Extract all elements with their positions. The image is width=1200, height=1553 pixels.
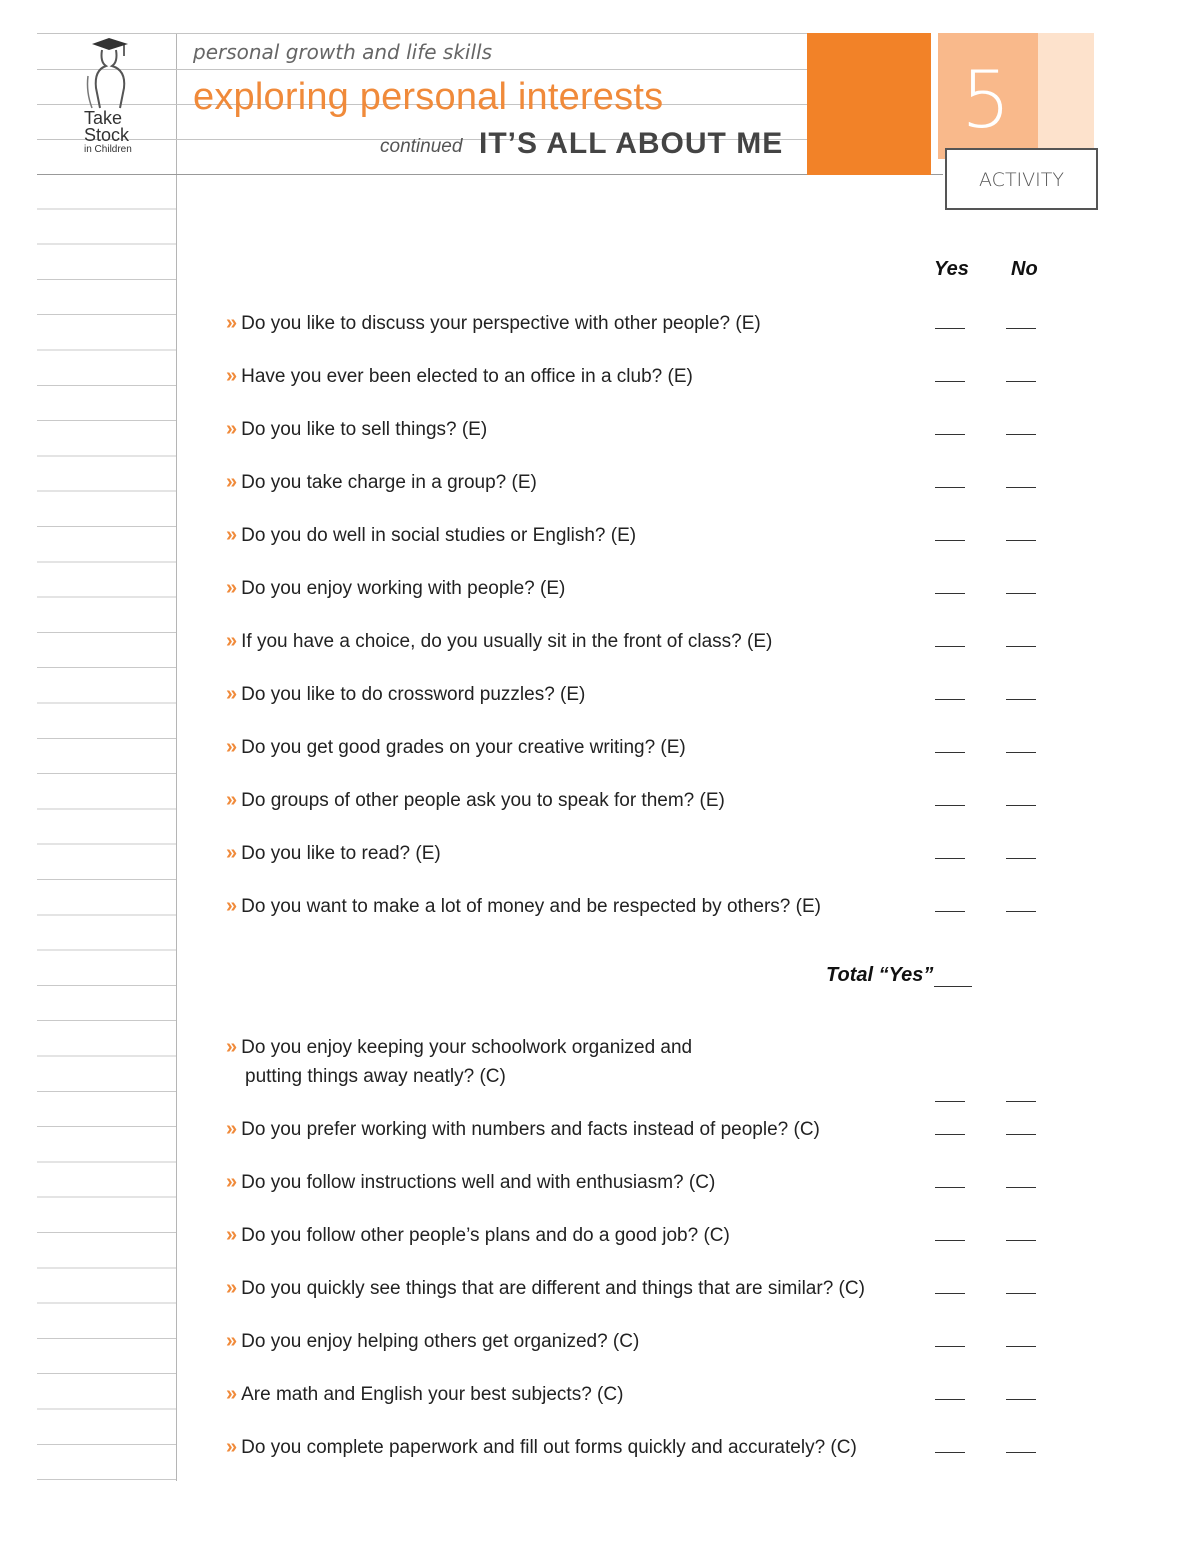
logo-line-take: Take [84,108,123,128]
yes-answer-blank[interactable] [935,1293,965,1294]
no-answer-blank[interactable] [1006,911,1036,912]
activity-number: 5 [961,56,1011,146]
lesson-title: exploring personal interests [193,76,664,118]
yes-answer-blank[interactable] [935,1134,965,1135]
yes-column-header: Yes [934,258,969,280]
chevron-bullet-icon: » [226,1118,238,1140]
question-item [226,1433,926,1462]
question-item [226,627,926,656]
question-item [226,574,926,603]
question-text: If you have a choice, do you usually sit in the front of class? (E) [241,631,773,652]
part-title: IT’S ALL ABOUT ME [479,127,784,160]
no-answer-blank[interactable] [1006,805,1036,806]
activity-label: ACTIVITY [979,169,1064,191]
chevron-bullet-icon: » [226,1171,238,1193]
question-text: Do you enjoy helping others get organized? (C) [241,1331,640,1352]
logo-line-stock: Stock [84,125,130,145]
no-answer-blank[interactable] [1006,1293,1036,1294]
yes-answer-blank[interactable] [935,487,965,488]
no-answer-blank[interactable] [1006,1346,1036,1347]
question-item [226,468,926,497]
question-text: Do you like to read? (E) [241,843,441,864]
question-item [226,1327,926,1356]
yes-answer-blank[interactable] [935,1452,965,1453]
yes-answer-blank[interactable] [935,328,965,329]
yes-answer-blank[interactable] [935,858,965,859]
question-text: Do you do well in social studies or English? (E) [241,525,637,546]
no-answer-blank[interactable] [1006,1134,1036,1135]
chevron-bullet-icon: » [226,630,238,652]
yes-answer-blank[interactable] [935,1399,965,1400]
question-text: Do you like to discuss your perspective with other people? (E) [241,313,761,334]
question-text: Do you complete paperwork and fill out forms quickly and accurately? (C) [241,1437,857,1458]
question-text: Do groups of other people ask you to speak for them? (E) [241,790,725,811]
question-text: Do you get good grades on your creative writing? (E) [241,737,686,758]
chevron-bullet-icon: » [226,736,238,758]
question-item [226,362,926,391]
total-yes-label: Total “Yes” [826,964,934,986]
no-column-header: No [1011,258,1038,280]
yes-answer-blank[interactable] [935,752,965,753]
chevron-bullet-icon: » [226,471,238,493]
subject-heading: personal growth and life skills [193,40,493,64]
continued-label: continued [380,136,463,157]
no-answer-blank[interactable] [1006,1240,1036,1241]
chevron-bullet-icon: » [226,365,238,387]
no-answer-blank[interactable] [1006,1452,1036,1453]
chevron-bullet-icon: » [226,1330,238,1352]
logo-wordmark [84,110,132,156]
total-yes-blank[interactable] [934,986,972,987]
no-answer-blank[interactable] [1006,540,1036,541]
question-text: Do you like to sell things? (E) [241,419,488,440]
logo-line-children: in Children [84,144,132,155]
no-answer-blank[interactable] [1006,434,1036,435]
accent-block-orange [807,33,931,175]
chevron-bullet-icon: » [226,842,238,864]
question-text: Do you follow instructions well and with enthusiasm? (C) [241,1172,716,1193]
question-item [226,415,926,444]
header-rule-1 [37,33,807,34]
no-answer-blank[interactable] [1006,1101,1036,1102]
chevron-bullet-icon: » [226,577,238,599]
yes-answer-blank[interactable] [935,1187,965,1188]
question-text: Do you want to make a lot of money and be respected by others? (E) [241,896,821,917]
question-item [226,733,926,762]
chevron-bullet-icon: » [226,1277,238,1299]
question-text: Do you like to do crossword puzzles? (E) [241,684,586,705]
chevron-bullet-icon: » [226,1224,238,1246]
question-text: Do you quickly see things that are different and things that are similar? (C) [241,1278,865,1299]
question-item [226,309,926,338]
question-item [226,1115,926,1144]
yes-answer-blank[interactable] [935,1346,965,1347]
no-answer-blank[interactable] [1006,858,1036,859]
chevron-bullet-icon: » [226,312,238,334]
yes-answer-blank[interactable] [935,593,965,594]
yes-answer-blank[interactable] [935,805,965,806]
question-text: Do you enjoy working with people? (E) [241,578,566,599]
chevron-bullet-icon: » [226,524,238,546]
question-text: Do you enjoy keeping your schoolwork organized and [241,1037,693,1058]
chevron-bullet-icon: » [226,1036,238,1058]
accent-block-light [1038,33,1094,159]
no-answer-blank[interactable] [1006,328,1036,329]
question-item [226,786,926,815]
no-answer-blank[interactable] [1006,1399,1036,1400]
question-item [226,892,926,921]
activity-box [945,148,1098,210]
graduate-figure-icon [72,36,152,116]
yes-answer-blank[interactable] [935,1240,965,1241]
yes-answer-blank[interactable] [935,381,965,382]
yes-answer-blank[interactable] [935,434,965,435]
question-text: Are math and English your best subjects? (C) [241,1384,624,1405]
header-rule-2 [37,69,807,70]
ruled-margin [37,174,177,1480]
yes-answer-blank[interactable] [935,911,965,912]
chevron-bullet-icon: » [226,1436,238,1458]
no-answer-blank[interactable] [1006,699,1036,700]
yes-answer-blank[interactable] [935,699,965,700]
chevron-bullet-icon: » [226,1383,238,1405]
question-text: Do you follow other people’s plans and do a good job? (C) [241,1225,730,1246]
question-item [226,1221,926,1250]
chevron-bullet-icon: » [226,789,238,811]
question-item [226,680,926,709]
question-item [226,1274,926,1303]
no-answer-blank[interactable] [1006,487,1036,488]
no-answer-blank[interactable] [1006,381,1036,382]
yes-answer-blank[interactable] [935,540,965,541]
question-text-line2: putting things away neatly? (C) [245,1066,506,1087]
chevron-bullet-icon: » [226,683,238,705]
yes-answer-blank[interactable] [935,646,965,647]
question-text: Do you prefer working with numbers and facts instead of people? (C) [241,1119,820,1140]
question-item [226,1380,926,1409]
margin-divider [176,33,177,1481]
question-text: Have you ever been elected to an office in a club? (E) [241,366,693,387]
no-answer-blank[interactable] [1006,646,1036,647]
chevron-bullet-icon: » [226,418,238,440]
question-item [226,521,926,550]
question-text: Do you take charge in a group? (E) [241,472,537,493]
chevron-bullet-icon: » [226,895,238,917]
question-item [226,1033,926,1091]
take-stock-logo [72,36,152,164]
question-item [226,1168,926,1197]
no-answer-blank[interactable] [1006,752,1036,753]
question-item [226,839,926,868]
yes-answer-blank[interactable] [935,1101,965,1102]
no-answer-blank[interactable] [1006,593,1036,594]
no-answer-blank[interactable] [1006,1187,1036,1188]
